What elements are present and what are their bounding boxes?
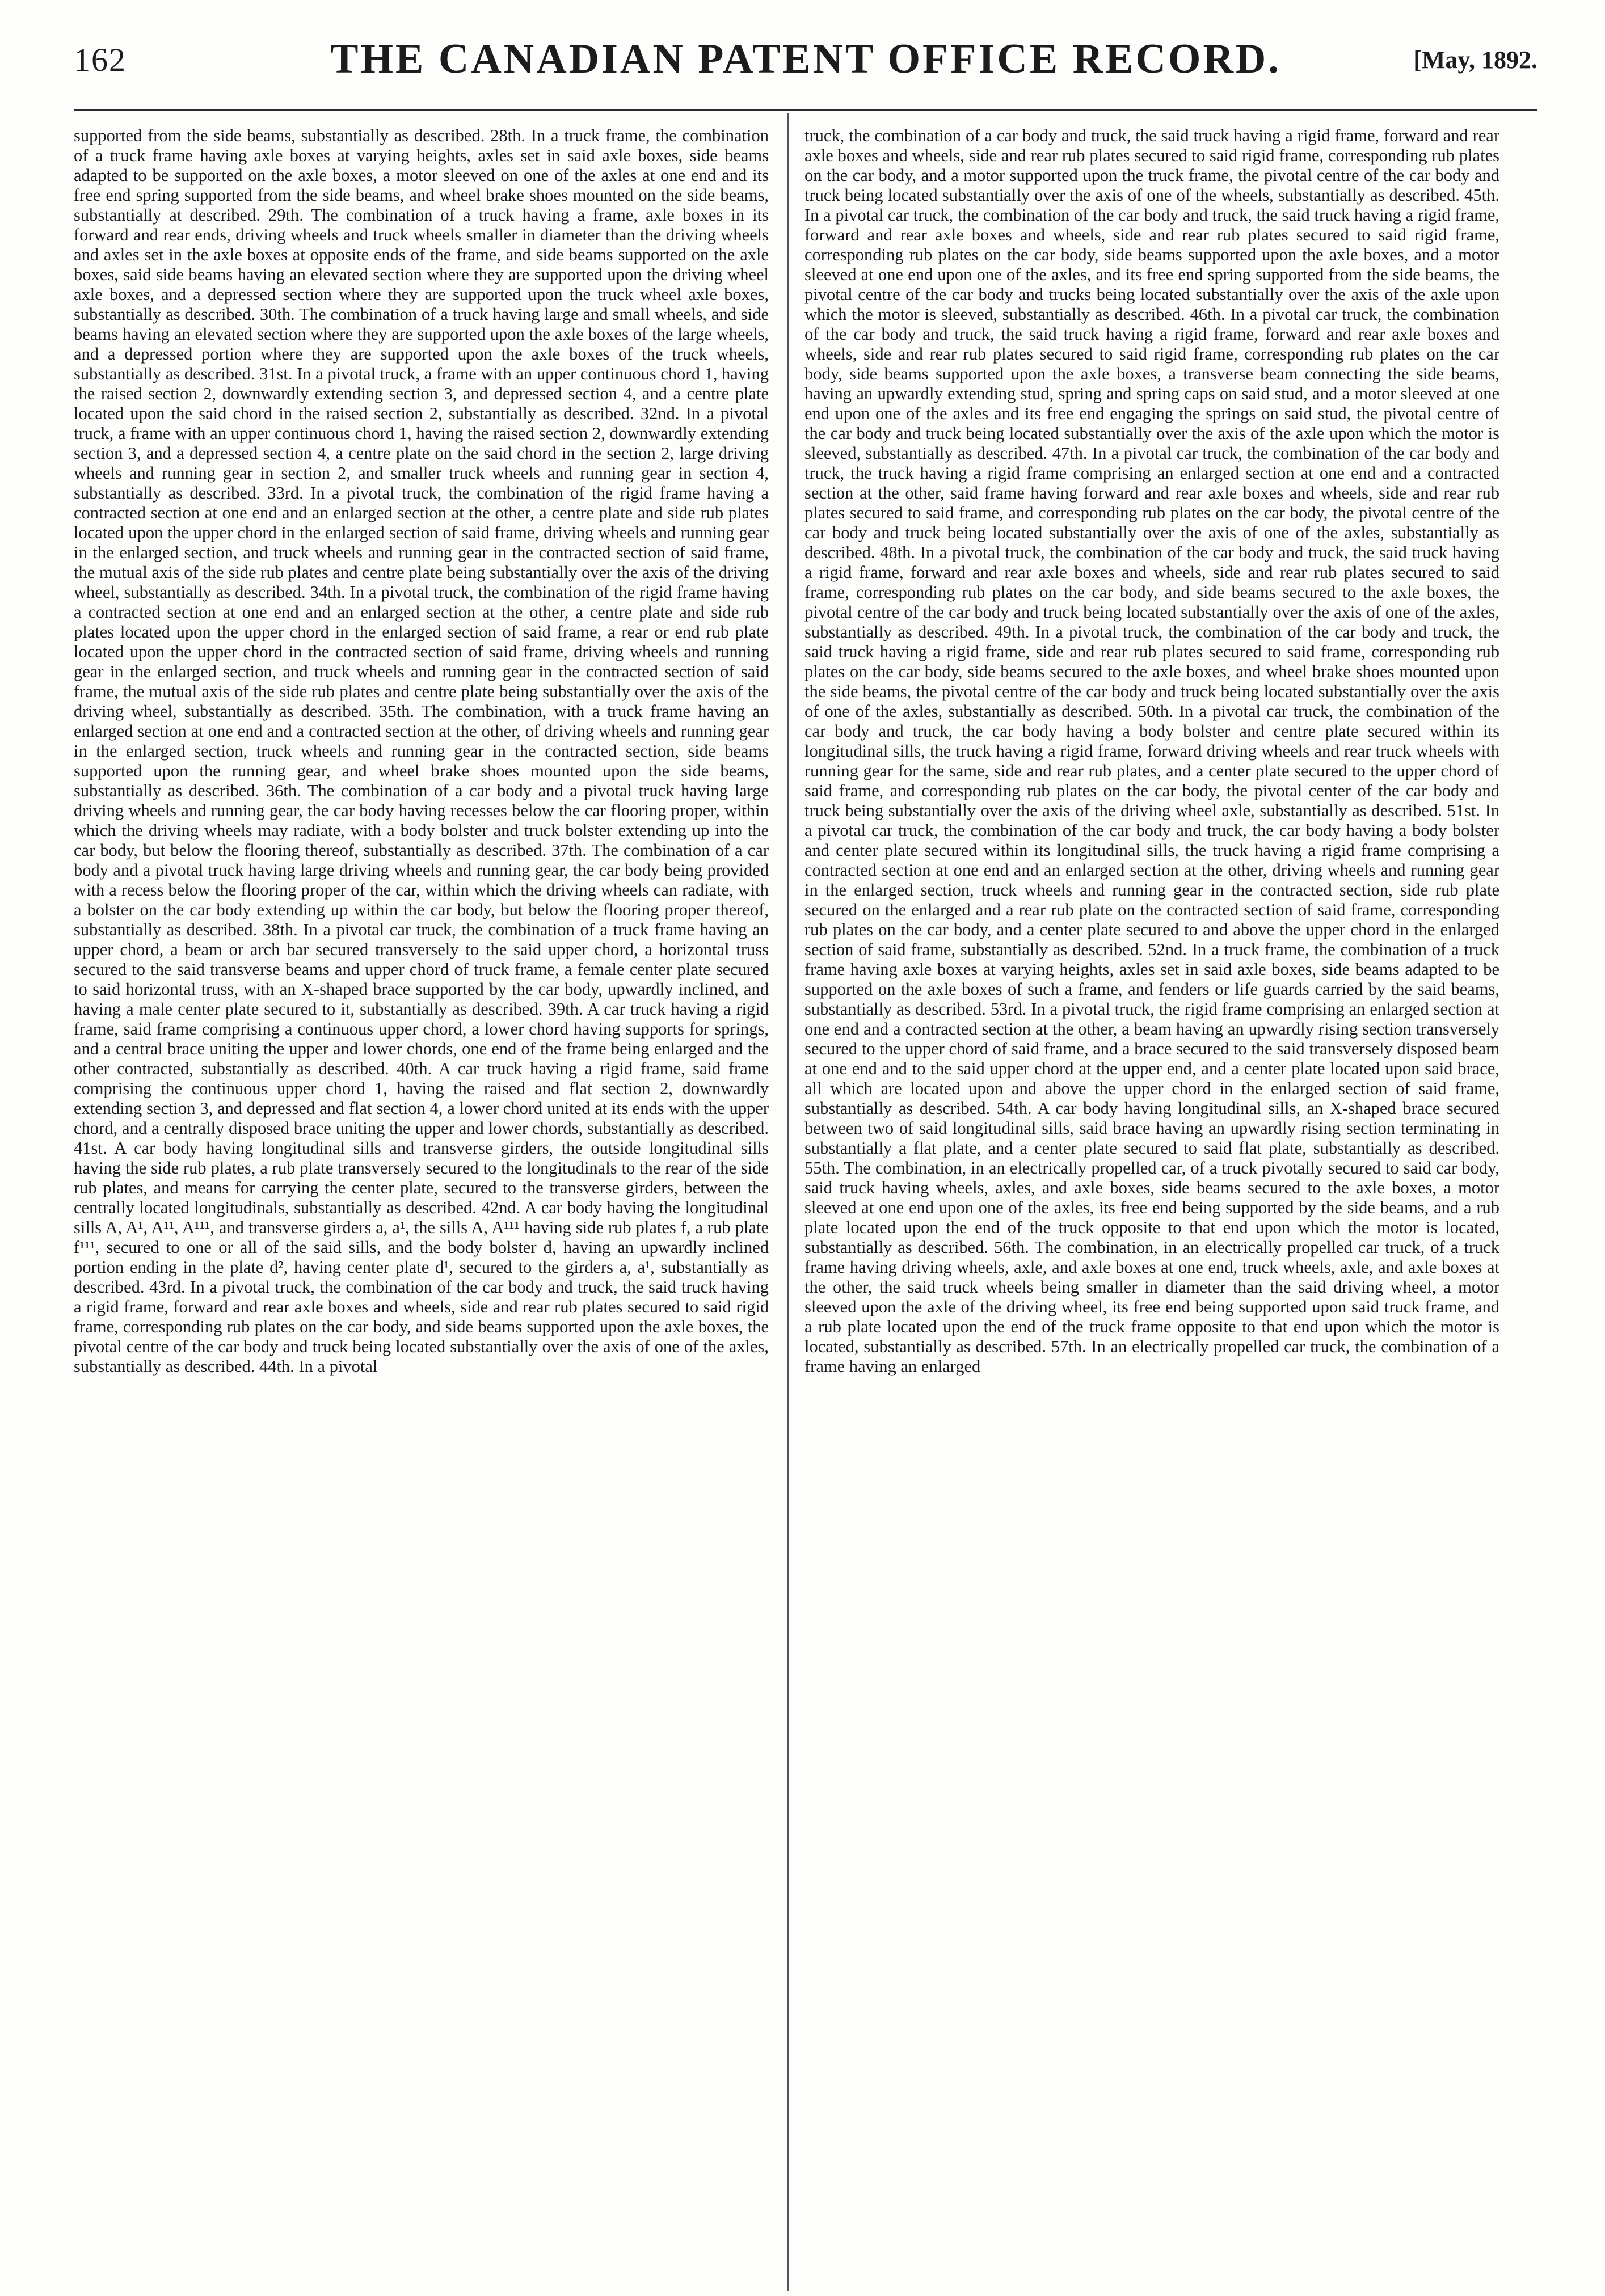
column-divider <box>787 113 789 2291</box>
left-column <box>74 126 769 2281</box>
right-column-text: truck, the combination of a car body and truck, the said truck having a rigid frame, forward and rear axle boxes and wheels, side and rear rub plates secured to said rigid frame, corresponding rub plates on the car body, and a motor supported upon the truck frame, the pivotal centre of the car body and truck being located substantially over the axis of one of the wheels, substantially as described. 45th. In a pivotal car truck, the combination of the car body and truck, the said truck having a rigid frame, forward and rear axle boxes and wheels, side and rear rub plates secured to said rigid frame, corresponding rub plates on the car body, side beams supported upon the axle boxes, and a motor sleeved at one end upon one of the axles, and its free end spring supported from the side beams, the pivotal centre of the car body and trucks being located substantially over the axis of the axle upon which the motor is sleeved, substantially as described. 46th. In a pivotal car truck, the combination of the car body and truck, the said truck having a rigid frame, forward and rear axle boxes and wheels, side and rear rub plates secured to said rigid frame, corresponding rub plates on the car body, side beams supported upon the axle boxes, a transverse beam connecting the side beams, having an upwardly extending stud, spring and spring caps on said stud, and a motor sleeved at one end upon one of the axles and its free end engaging the springs on said stud, the pivotal centre of the car body and truck being located substantially over the axis of the axle upon which the motor is sleeved, substantially as described. 47th. In a pivotal car truck, the combination of the car body and truck, the truck having a rigid frame comprising an enlarged section at one end and a contracted section at the other, said frame having forward and rear axle boxes and wheels, side and rear rub plates secured to said frame, and corresponding rub plates on the car body, the pivotal centre of the car body and truck being located substantially over the axis of one of the axles, substantially as described. 48th. In a pivotal truck, the combination of the car body and truck, the said truck having a rigid frame, forward and rear axle boxes and wheels, side and rear rub plates secured to said frame, corresponding rub plates on the car body, and side beams secured to the axle boxes, the pivotal centre of the car body and truck being located substantially over the axis of one of the axles, substantially as described. 49th. In a pivotal truck, the combination of the car body and truck, the said truck having a rigid frame, side and rear rub plates secured to said frame, corresponding rub plates on the car body, side beams secured to the axle boxes, and wheel brake shoes mounted upon the side beams, the pivotal centre of the car body and truck being located substantially over the axis of one of the axles, substantially as described. 50th. In a pivotal car truck, the combination of the car body and truck, the car body having a body bolster and centre plate secured within its longitudinal sills, the truck having a rigid frame, forward driving wheels and rear truck wheels with running gear for the same, side and rear rub plates, and a center plate secured to the upper chord of said frame, and corresponding rub plates on the car body, the pivotal center of the car body and truck being substantially over the axis of the driving wheel axle, substantially as described. 51st. In a pivotal car truck, the combination of the car body and truck, the car body having a body bolster and center plate secured within its longitudinal sills, the truck having a rigid frame comprising a contracted section at one end and an enlarged section at the other, driving wheels and running gear in the enlarged section, truck wheels and running gear in the contracted section, side rub plate secured on the enlarged and a rear rub plate on the contracted section of said frame, corresponding rub plates on the car body, and a center plate secured to and above the upper chord in the enlarged section of said frame, substantially as described. 52nd. In a truck frame, the combination of a truck frame having axle boxes at varying heights, axles set in said axle boxes, side beams adapted to be supported on the axle boxes of such a frame, and fenders or life guards carried by the said beams, substantially as described. 53rd. In a pivotal truck, the rigid frame comprising an enlarged section at one end and a contracted section at the other, a beam having an upwardly rising section transversely secured to the upper chord of said frame, and a brace secured to the said transversely disposed beam at one end and to the said upper chord at the upper end, and a center plate located upon said brace, all which are located upon and above the upper chord in the enlarged section of said frame, substantially as described. 54th. A car body having longitudinal sills, an X-shaped brace secured between two of said longitudinal sills, said brace having an upwardly rising section terminating in substantially a flat plate, and a center plate secured to said flat plate, substantially as described. 55th. The combination, in an electrically propelled car, of a truck pivotally secured to said car body, said truck having wheels, axles, and axle boxes, side beams secured to the axle boxes, a motor sleeved at one end upon one of the axles, its free end being supported by the side beams, and a rub plate located upon the end of the truck opposite to that end upon which the motor is located, substantially as described. 56th. The combination, in an electrically propelled car truck, of a truck frame having driving wheels, axle, and axle boxes at one end, truck wheels, axle, and axle boxes at the other, the said truck wheels being smaller in diameter than the said driving wheel, a motor sleeved upon the axle of the driving wheel, its free end being supported upon said truck frame, and a rub plate located upon the end of the truck frame opposite to that end upon which the motor is located, substantially as described. 57th. In an electrically propelled car truck, the combination of a frame having an enlarged <box>804 126 1499 1376</box>
page-number: 162 <box>74 41 127 78</box>
left-column-text: supported from the side beams, substantially as described. 28th. In a truck frame, the combination of a truck frame having axle boxes at varying heights, axles set in said axle boxes, side beams adapted to be supported on the axle boxes, a motor sleeved on one of the axles at one end and its free end spring supported from the side beams, and wheel brake shoes mounted on the side beams, substantially at described. 29th. The combination of a truck having a frame, axle boxes in its forward and rear ends, driving wheels and truck wheels smaller in diameter than the driving wheels and axles set in the axle boxes at opposite ends of the frame, and side beams supported on the axle boxes, said side beams having an elevated section where they are supported upon the driving wheel axle boxes, and a depressed section where they are supported upon the truck wheel axle boxes, substantially as described. 30th. The combination of a truck having large and small wheels, and side beams having an elevated section where they are supported upon the axle boxes of the large wheels, and a depressed portion where they are supported upon the axle boxes of the truck wheels, substantially as described. 31st. In a pivotal truck, a frame with an upper continuous chord 1, having the raised section 2, downwardly extending section 3, and depressed section 4, and a centre plate located upon the said chord in the raised section 2, substantially as described. 32nd. In a pivotal truck, a frame with an upper continuous chord 1, having the raised section 2, downwardly extending section 3, and a depressed section 4, a centre plate on the said chord in the section 2, large driving wheels and running gear in section 2, and smaller truck wheels and running gear in section 4, substantially as described. 33rd. In a pivotal truck, the combination of the rigid frame having a contracted section at one end and an enlarged section at the other, a centre plate and side rub plates located upon the upper chord in the enlarged section of said frame, driving wheels and running gear in the enlarged section, and truck wheels and running gear in the contracted section of said frame, the mutual axis of the side rub plates and centre plate being substantially over the axis of the driving wheel, substantially as described. 34th. In a pivotal truck, the combination of the rigid frame having a contracted section at one end and an enlarged section at the other, a centre plate and side rub plates located upon the upper chord in the enlarged section of said frame, a rear or end rub plate located upon the upper chord in the contracted section of said frame, driving wheels and running gear in the enlarged section, and truck wheels and running gear in the contracted section of said frame, the mutual axis of the side rub plates and centre plate being substantially over the axis of the driving wheel, substantially as described. 35th. The combination, with a truck frame having an enlarged section at one end and a contracted section at the other, of driving wheels and running gear in the enlarged section, truck wheels and running gear in the contracted section, side beams supported upon the running gear, and wheel brake shoes mounted upon the side beams, substantially as described. 36th. The combination of a car body and a pivotal truck having large driving wheels and running gear, the car body having recesses below the car flooring proper, within which the driving wheels may radiate, with a body bolster and truck bolster extending up into the car body, but below the flooring thereof, substantially as described. 37th. The combination of a car body and a pivotal truck having large driving wheels and running gear, the car body being provided with a recess below the flooring proper of the car, within which the driving wheels can radiate, with a bolster on the car body extending up within the car body, but below the flooring proper thereof, substantially as described. 38th. In a pivotal car truck, the combination of a truck frame having an upper chord, a beam or arch bar secured transversely to the said upper chord, a horizontal truss secured to the said transverse beams and upper chord of truck frame, a female center plate secured to said horizontal truss, with an X-shaped brace supported by the car body, upwardly inclined, and having a male center plate secured to it, substantially as described. 39th. A car truck having a rigid frame, said frame comprising a continuous upper chord, a lower chord having supports for springs, and a central brace uniting the upper and lower chords, one end of the frame being enlarged and the other contracted, substantially as described. 40th. A car truck having a rigid frame, said frame comprising the continuous upper chord 1, having the raised and flat section 2, downwardly extending section 3, and depressed and flat section 4, a lower chord united at its ends with the upper chord, and a centrally disposed brace uniting the upper and lower chords, substantially as described. 41st. A car body having longitudinal sills and transverse girders, the outside longitudinal sills having the side rub plates, a rub plate transversely secured to the longitudinals to the rear of the side rub plates, and means for carrying the center plate, secured to the transverse girders, between the centrally located longitudinals, substantially as described. 42nd. A car body having the longitudinal sills A, A¹, A¹¹, A¹¹¹, and transverse girders a, a¹, the sills A, A¹¹¹ having side rub plates f, a rub plate f¹¹¹, secured to one or all of the said sills, and the body bolster d, having an upwardly inclined portion ending in the plate d², having center plate d¹, secured to the girders a, a¹, substantially as described. 43rd. In a pivotal truck, the combination of the car body and truck, the said truck having a rigid frame, forward and rear axle boxes and wheels, side and rear rub plates secured to said rigid frame, corresponding rub plates on the car body, and side beams supported upon the axle boxes, the pivotal centre of the car body and truck being located substantially over the axis of one of the axles, substantially as described. 44th. In a pivotal <box>74 126 769 1376</box>
issue-date: [May, 1892. <box>1413 46 1537 74</box>
right-column <box>804 126 1499 2281</box>
page-header <box>74 35 1537 86</box>
journal-title: THE CANADIAN PATENT OFFICE RECORD. <box>330 36 1281 82</box>
header-rule <box>74 109 1537 111</box>
